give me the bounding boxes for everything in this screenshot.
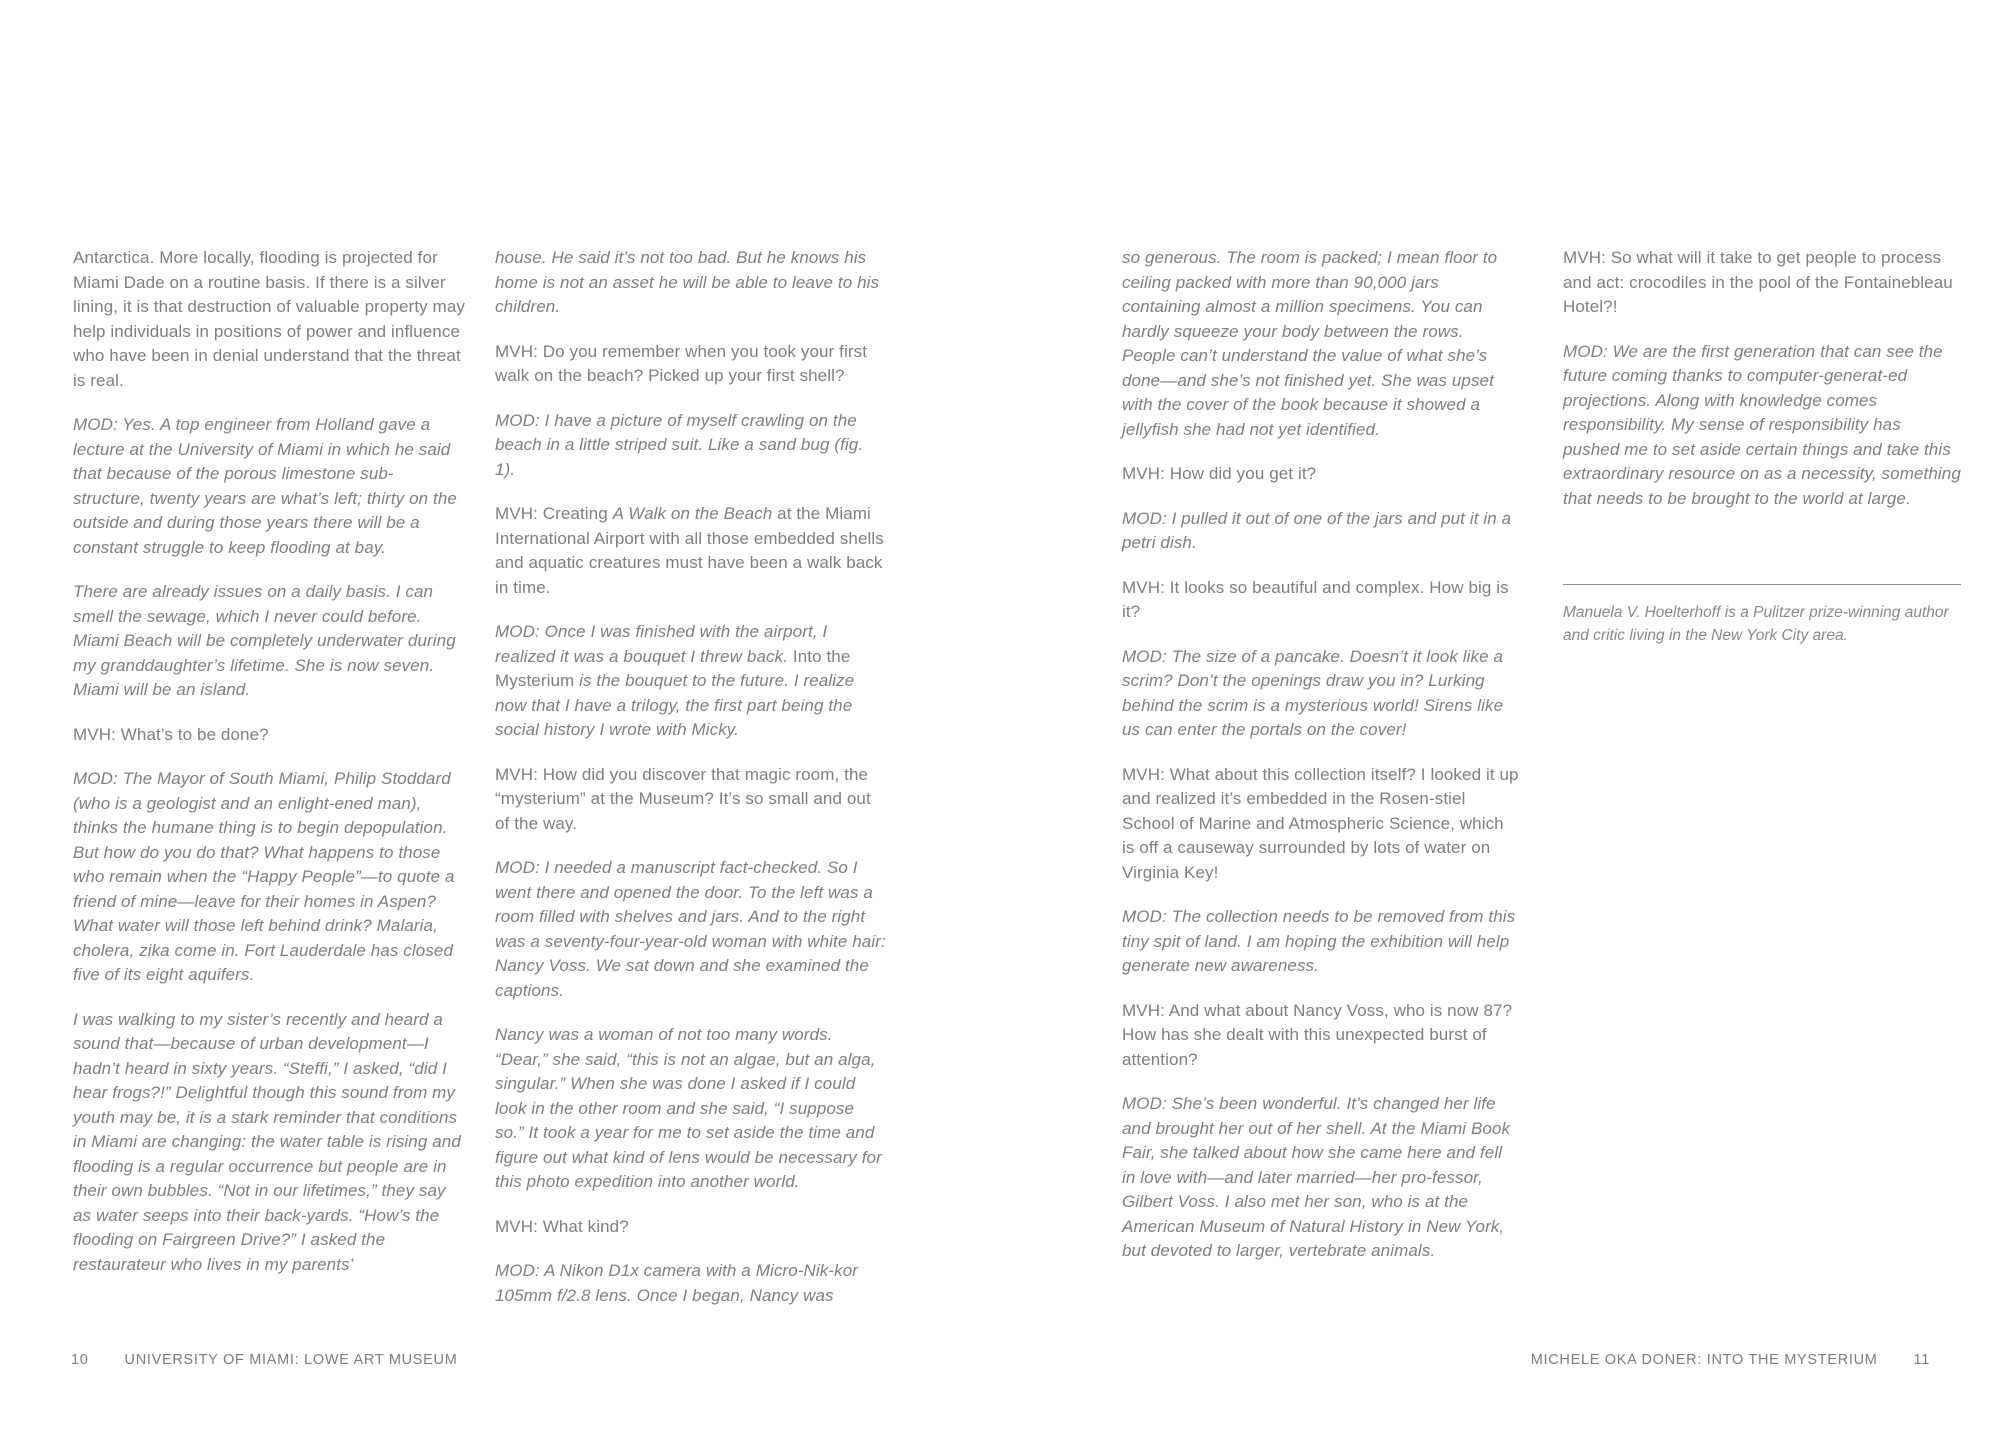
text-segment: MVH: What kind? bbox=[495, 1216, 629, 1236]
author-bio: Manuela V. Hoelterhoff is a Pulitzer prize-winning author and critic living in the New York City area. bbox=[1563, 604, 1949, 644]
text-segment: Antarctica. More locally, flooding is projected for Miami Dade on a routine basis. If there is a silver lining, it is that destruction of valuable property may help individuals in positions of power and influence who have been in denial understand that the threat is real. bbox=[73, 248, 465, 390]
text-segment: MOD: The size of a pancake. Doesn’t it look like a scrim? Don’t the openings draw you in? Lurking behind the scrim is a mysterious world! Sirens like us can enter the portals on the cover! bbox=[1122, 646, 1504, 739]
text-segment: MOD: Yes. A top engineer from Holland gave a lecture at the University of Miami in which he said that because of the porous limestone sub-structure, twenty years are what’s left; thirty on the outside and during those years there will be a constant struggle to keep flooding at bay. bbox=[73, 415, 457, 557]
running-title: UNIVERSITY OF MIAMI: LOWE ART MUSEUM bbox=[124, 1352, 458, 1368]
paragraph bbox=[1122, 1092, 1520, 1264]
text-segment: MOD: The Mayor of South Miami, Philip Stoddard (who is a geologist and an enlight-ened man), thinks the humane thing is to begin depopulation. But how do you do that? What happens to those who remain when the “Happy People”—to quote a friend of mine—leave for their homes in Aspen? What water will those left behind drink? Malaria, cholera, zika come in. Fort Lauderdale has closed five of its eight aquifers. bbox=[73, 769, 455, 984]
author-bio-block bbox=[1563, 584, 1961, 647]
paragraph bbox=[495, 502, 887, 600]
paragraph bbox=[495, 1259, 887, 1308]
page-number: 10 bbox=[71, 1352, 89, 1368]
paragraph bbox=[73, 723, 465, 748]
text-segment: MOD: Once I was finished with the airport, I realized it was a bouquet I threw back. bbox=[495, 622, 828, 666]
paragraph bbox=[1122, 763, 1520, 886]
right-page-footer bbox=[1531, 1352, 1930, 1368]
emphasis-text: A Walk on the Beach bbox=[612, 504, 773, 523]
paragraph bbox=[1563, 246, 1961, 320]
emphasis-text: Into the Mysterium bbox=[495, 646, 851, 690]
paragraph bbox=[73, 413, 465, 560]
paragraph bbox=[1122, 507, 1520, 556]
right-page-column-2 bbox=[1563, 246, 1961, 531]
paragraph bbox=[495, 246, 887, 320]
left-page-footer bbox=[71, 1352, 458, 1368]
text-segment: MOD: The collection needs to be removed from this tiny spit of land. I am hoping the exhibition will help generate new awareness. bbox=[1122, 907, 1516, 975]
text-segment: house. He said it’s not too bad. But he knows his home is not an asset he will be able to leave to his children. bbox=[495, 248, 880, 316]
paragraph bbox=[1122, 645, 1520, 743]
paragraph bbox=[495, 1023, 887, 1195]
text-segment: MVH: Creating bbox=[495, 504, 613, 523]
text-segment: at the Miami International Airport with all those embedded shells and aquatic creatures must have been a walk back in time. bbox=[495, 504, 884, 597]
paragraph bbox=[73, 767, 465, 988]
text-segment: MVH: What’s to be done? bbox=[73, 724, 269, 744]
text-segment: MOD: We are the first generation that can see the future coming thanks to computer-generat-ed projections. Along with knowledge comes responsibility. My sense of responsibility has pushed me to set aside certain things and take this extraordinary resource on as a necessity, something that needs to be brought to the world at large. bbox=[1563, 341, 1961, 508]
text-segment: is the bouquet to the future. I realize now that I have a trilogy, the first part being the social history I wrote with Micky. bbox=[495, 671, 855, 739]
text-segment: MOD: I needed a manuscript fact-checked. So I went there and opened the door. To the left was a room filled with shelves and jars. And to the right was a seventy-four-year-old woman with white hair: Nancy Voss. We sat down and she examined the captions. bbox=[495, 858, 886, 1000]
paragraph bbox=[1122, 905, 1520, 979]
paragraph bbox=[495, 340, 887, 389]
paragraph bbox=[73, 580, 465, 703]
left-page-column-2 bbox=[495, 246, 887, 1328]
paragraph bbox=[1122, 246, 1520, 442]
text-segment: MVH: How did you discover that magic room, the “mysterium” at the Museum? It’s so small and out of the way. bbox=[495, 764, 871, 833]
paragraph bbox=[1122, 576, 1520, 625]
text-segment: Nancy was a woman of not too many words. “Dear,” she said, “this is not an algae, but an alga, singular.” When she was done I asked if I could look in the other room and she said, “I suppose so.” It took a year for me to set aside the time and figure out what kind of lens would be necessary for this photo expedition into another world. bbox=[495, 1025, 882, 1191]
text-segment: so generous. The room is packed; I mean floor to ceiling packed with more than 90,000 jars containing almost a million specimens. You can hardly squeeze your body between the rows. People can’t understand the value of what she’s done—and she’s not finished yet. She was upset with the cover of the book because it showed a jellyfish she had not yet identified. bbox=[1122, 248, 1498, 439]
running-title: MICHELE OKA DONER: INTO THE MYSTERIUM bbox=[1530, 1352, 1878, 1368]
text-segment: MOD: I have a picture of myself crawling on the beach in a little striped suit. Like a sand bug (fig. 1). bbox=[495, 410, 864, 479]
page-number: 11 bbox=[1913, 1352, 1930, 1368]
paragraph bbox=[1122, 462, 1520, 487]
text-segment: There are already issues on a daily basis. I can smell the sewage, which I never could before. Miami Beach will be completely underwater during my granddaughter’s lifetime. She is now seven. Miami will be an island. bbox=[73, 582, 456, 699]
text-segment: I was walking to my sister’s recently and heard a sound that—because of urban development—I hadn’t heard in sixty years. “Steffi,” I asked, “did I hear frogs?!” Delightful though this sound from my youth may be, it is a stark reminder that conditions in Miami are changing: the water table is rising and flooding is a regular occurrence but people are in their own bubbles. “Not in our lifetimes,” they say as water seeps into their back-yards. “How’s the flooding on Fairgreen Drive?” I asked the restaurateur who lives in my parents’ bbox=[73, 1009, 461, 1274]
paragraph bbox=[495, 409, 887, 483]
text-segment: MOD: She’s been wonderful. It’s changed her life and brought her out of her shell. At the Miami Book Fair, she talked about how she came here and fell in love with—and later married—her pro-fessor, Gilbert Voss. I also met her son, who is at the American Museum of Natural History in New York, but devoted to larger, vertebrate animals. bbox=[1122, 1094, 1511, 1260]
text-segment: MVH: What about this collection itself? I looked it up and realized it’s embedded in the Rosen-stiel School of Marine and Atmospheric Science, which is off a causeway surrounded by lots of water on Virginia Key! bbox=[1122, 764, 1519, 882]
text-segment: MVH: And what about Nancy Voss, who is now 87? How has she dealt with this unexpected burst of attention? bbox=[1122, 1000, 1513, 1069]
paragraph bbox=[495, 620, 887, 743]
text-segment: MVH: It looks so beautiful and complex. How big is it? bbox=[1122, 577, 1509, 621]
right-page-column-1 bbox=[1122, 246, 1520, 1284]
paragraph bbox=[73, 1008, 465, 1278]
paragraph bbox=[1122, 999, 1520, 1073]
text-segment: MOD: I pulled it out of one of the jars and put it in a petri dish. bbox=[1122, 508, 1512, 552]
text-segment: MOD: A Nikon D1x camera with a Micro-Nik-kor 105mm f/2.8 lens. Once I began, Nancy was bbox=[495, 1261, 859, 1305]
text-segment: MVH: So what will it take to get people to process and act: crocodiles in the pool of the Fontainebleau Hotel?! bbox=[1563, 248, 1953, 316]
text-segment: MVH: Do you remember when you took your first walk on the beach? Picked up your first shell? bbox=[495, 341, 868, 385]
section-divider bbox=[1563, 584, 1961, 585]
paragraph bbox=[495, 1215, 887, 1240]
paragraph bbox=[73, 246, 465, 393]
left-page-column-1 bbox=[73, 246, 465, 1297]
paragraph bbox=[495, 763, 887, 837]
paragraph bbox=[1563, 340, 1961, 512]
paragraph bbox=[495, 856, 887, 1003]
text-segment: MVH: How did you get it? bbox=[1122, 464, 1317, 483]
